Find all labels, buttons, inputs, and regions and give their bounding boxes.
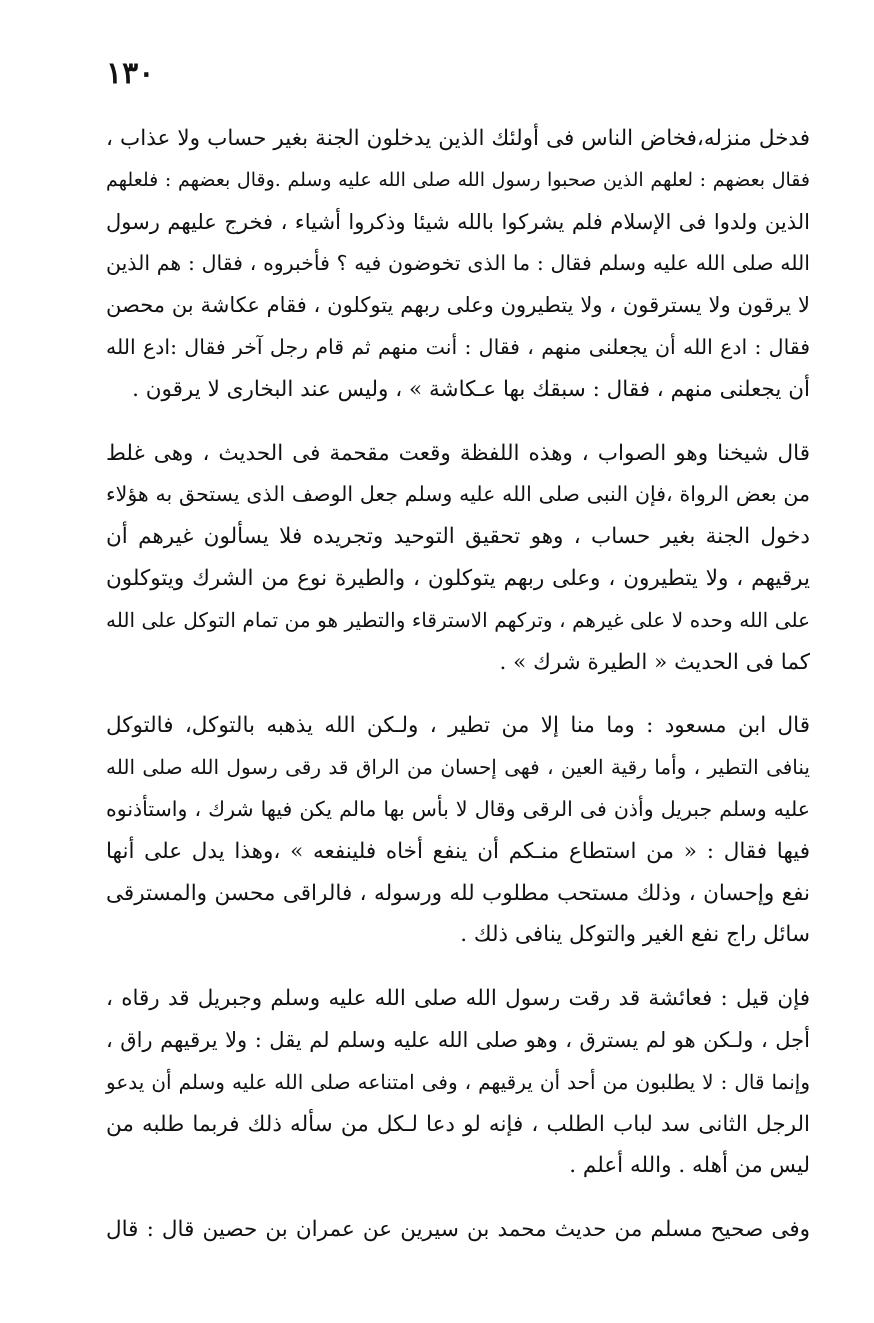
page-number: ١٣٠ [106, 56, 155, 91]
text-line: أن يجعلنى منهم ، فقال : سبقك بها عـكاشة » ، وليس عند البخارى لا يرقون . [132, 376, 810, 402]
text-line: وإنما قال : لا يطلبون من أحد أن يرقيهم ، وفى امتناعه صلى الله عليه وسلم أن يدعو [106, 1069, 810, 1094]
text-line: فقال : ادع الله أن يجعلنى منهم ، فقال : أنت منهم ثم قام رجل آخر فقال :ادع الله [106, 334, 810, 359]
text-line: يرقيهم ، ولا يتطيرون ، وعلى ربهم يتوكلون ، والطيرة نوع من الشرك ويتوكلون [106, 565, 810, 591]
text-line: سائل راج نفع الغير والتوكل ينافى ذلك . [460, 922, 810, 948]
text-line: فإن قيل : فعائشة قد رقت رسول الله صلى الله عليه وسلم وجبريل قد رقاه ، [106, 986, 810, 1012]
text-line: قال ابن مسعود : وما منا إلا من تطير ، ولـكن الله يذهبه بالتوكل، فالتوكل [106, 713, 810, 739]
paragraph-1 [106, 118, 810, 411]
text-line: وفى صحيح مسلم من حديث محمد بن سيرين عن عمران بن حصين قال : قال [106, 1217, 810, 1243]
body-text [106, 118, 810, 1251]
text-line: الله صلى الله عليه وسلم فقال : ما الذى تخوضون فيه ؟ فأخبروه ، فقال : هم الذين [106, 251, 810, 276]
text-line: قال شيخنا وهو الصواب ، وهذه اللفظة وقعت مقحمة فى الحديث ، وهى غلط [106, 440, 810, 466]
paragraph-5 [106, 1209, 810, 1251]
text-line: دخول الجنة بغير حساب ، وهو تحقيق التوحيد وتجريده فلا يسألون غيرهم أن [106, 524, 810, 550]
text-line: ينافى التطير ، وأما رقية العين ، فهى إحسان من الراق قد رقى رسول الله صلى الله [106, 755, 810, 780]
text-line: كما فى الحديث « الطيرة شرك » . [499, 649, 810, 675]
text-line: من بعض الرواة ،فإن النبى صلى الله عليه وسلم جعل الوصف الذى يستحق به هؤلاء [106, 482, 810, 507]
text-line: على الله وحده لا على غيرهم ، وتركهم الاسترقاء والتطير هو من تمام التوكل على الله [106, 607, 810, 632]
paragraph-4 [106, 978, 810, 1187]
text-line: أجل ، ولـكن هو لم يسترق ، وهو صلى الله عليه وسلم لم يقل : ولا يرقيهم راق ، [106, 1027, 810, 1052]
text-line: عليه وسلم جبريل وأذن فى الرقى وقال لا بأس بها مالم يكن فيها شرك ، واستأذنوه [106, 796, 810, 821]
text-line: فقال بعضهم : لعلهم الذين صحبوا رسول الله صلى الله عليه وسلم .وقال بعضهم : فلعلهم [106, 168, 810, 191]
text-line: الذين ولدوا فى الإسلام فلم يشركوا بالله شيئا وذكروا أشياء ، فخرج عليهم رسول [106, 209, 810, 234]
paragraph-2 [106, 433, 810, 684]
text-line: لا يرقون ولا يسترقون ، ولا يتطيرون وعلى ربهم يتوكلون ، فقام عكاشة بن محصن [106, 293, 810, 318]
text-line: فيها فقال : « من استطاع منـكم أن ينفع أخاه فلينفعه » ،وهذا يدل على أنها [106, 838, 810, 864]
text-line: ليس من أهله . والله أعلم . [569, 1153, 810, 1179]
text-line: الرجل الثانى سد لباب الطلب ، فإنه لو دعا لـكل من سأله ذلك فربما طلبه من [106, 1111, 810, 1137]
paragraph-3 [106, 705, 810, 956]
text-line: فدخل منزله،فخاض الناس فى أولئك الذين يدخلون الجنة بغير حساب ولا عذاب ، [106, 126, 810, 151]
text-line: نفع وإحسان ، وذلك مستحب مطلوب لله ورسوله ، فالراقى محسن والمسترقى [106, 880, 810, 906]
